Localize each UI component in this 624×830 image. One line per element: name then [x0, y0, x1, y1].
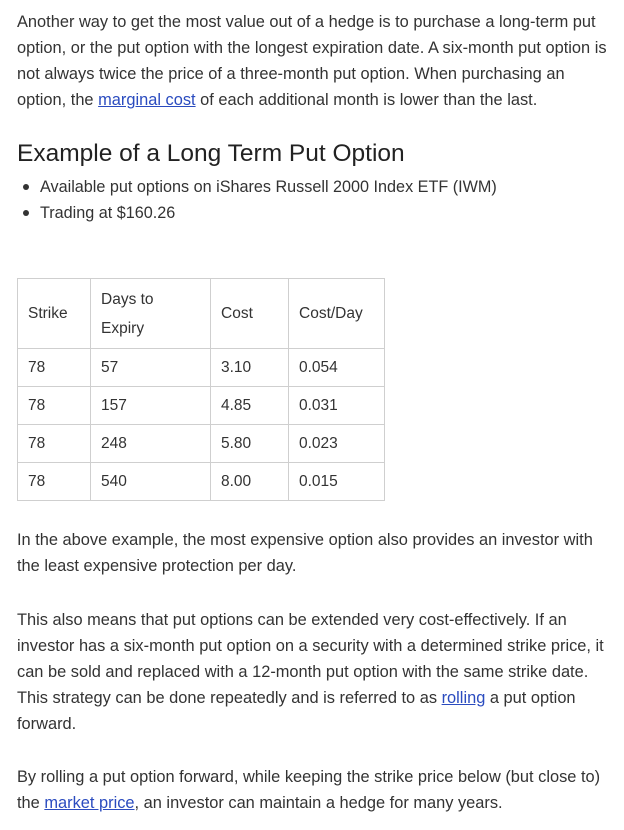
cell-strike: 78: [18, 425, 91, 463]
hedge-text-before: By rolling a put option forward, while keeping the strike price below (but close to) the: [17, 768, 601, 812]
header-days-to-expiry: Days to Expiry: [91, 279, 211, 349]
cell-cost-per-day: 0.015: [289, 463, 385, 501]
hedge-text-after: , an investor can maintain a hedge for many years.: [134, 794, 503, 812]
cell-cost-per-day: 0.023: [289, 425, 385, 463]
list-item: [17, 174, 497, 200]
cell-cost-per-day: 0.031: [289, 387, 385, 425]
rolling-link[interactable]: rolling: [441, 689, 486, 707]
list-item: [17, 200, 497, 226]
put-options-table: [17, 278, 385, 501]
table-row: [18, 387, 385, 425]
marginal-cost-link[interactable]: marginal cost: [98, 91, 196, 109]
header-cost: Cost: [211, 279, 289, 349]
rolling-text-before: This also means that put options can be extended very cost-effectively. If an investor has a six-month put option on a security with a determined strike price, it can be sold and replaced with a 12-month put option with the same strike date. This strategy can be done repeatedly and is referred to as: [17, 611, 604, 707]
cell-days: 157: [91, 387, 211, 425]
cell-days: 248: [91, 425, 211, 463]
cell-cost: 4.85: [211, 387, 289, 425]
rolling-text-after: a put option forward.: [17, 689, 576, 733]
header-cost-per-day: Cost/Day: [289, 279, 385, 349]
cell-strike: 78: [18, 349, 91, 387]
cell-strike: 78: [18, 463, 91, 501]
intro-text-before: Another way to get the most value out of a hedge is to purchase a long-term put option, or the put option with the longest expiration date. A six-month put option is not always twice the price of a three-month put option. When purchasing an option, the: [17, 13, 607, 109]
cell-cost-per-day: 0.054: [289, 349, 385, 387]
table-row: [18, 463, 385, 501]
bullet-icon: [23, 210, 29, 216]
bullet-icon: [23, 184, 29, 190]
section-heading: Example of a Long Term Put Option: [17, 140, 405, 167]
hedge-paragraph: [17, 764, 617, 816]
cell-cost: 3.10: [211, 349, 289, 387]
cell-days: 57: [91, 349, 211, 387]
table-row: [18, 425, 385, 463]
header-strike: Strike: [18, 279, 91, 349]
intro-paragraph: [17, 9, 617, 113]
bullet-list: [17, 174, 497, 226]
market-price-link[interactable]: market price: [44, 794, 135, 812]
intro-text-after: of each additional month is lower than the last.: [195, 91, 538, 109]
summary-paragraph: In the above example, the most expensive option also provides an investor with the least expensive protection per day.: [17, 531, 593, 575]
cell-days: 540: [91, 463, 211, 501]
table-row: [18, 349, 385, 387]
cell-strike: 78: [18, 387, 91, 425]
table-header-row: [18, 279, 385, 349]
cell-cost: 8.00: [211, 463, 289, 501]
rolling-paragraph: [17, 607, 617, 737]
list-item-text: Trading at $160.26: [40, 204, 176, 222]
cell-cost: 5.80: [211, 425, 289, 463]
list-item-text: Available put options on iShares Russell 2000 Index ETF (IWM): [40, 178, 497, 196]
